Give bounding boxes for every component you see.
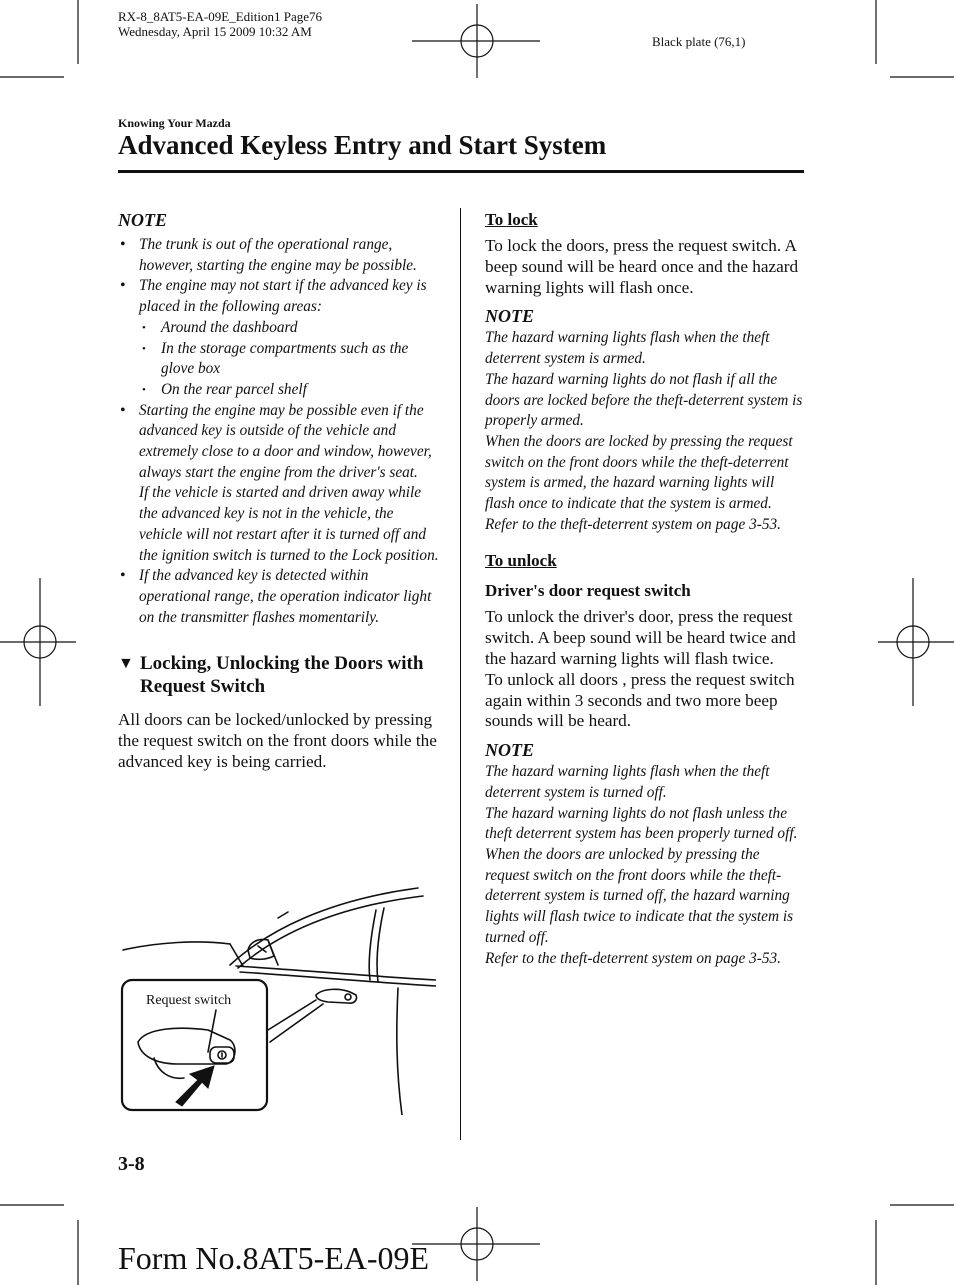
to-lock-note-heading: NOTE bbox=[485, 306, 534, 327]
note-list bbox=[118, 235, 440, 628]
subsection-body: All doors can be locked/unlocked by pressing the request switch on the front doors while the advanced key is being carried. bbox=[118, 710, 437, 771]
figure-callout-label: Request switch bbox=[146, 993, 232, 1008]
column-divider bbox=[460, 208, 461, 1140]
section-label: Knowing Your Mazda bbox=[118, 116, 231, 130]
right-column bbox=[485, 210, 803, 969]
title-rule bbox=[118, 170, 804, 173]
note-item-text: If the advanced key is detected within operational range, the operation indicator light on the transmitter flashes momentarily. bbox=[139, 567, 432, 626]
drivers-door-subheading: Driver's door request switch bbox=[485, 581, 691, 601]
note-item-text: The engine may not start if the advanced key is placed in the following areas: bbox=[139, 277, 427, 316]
plate-label: Black plate (76,1) bbox=[652, 34, 746, 49]
form-number: Form No.8AT5-EA-09E bbox=[118, 1240, 430, 1276]
to-unlock-note-line: When the doors are unlocked by pressing the request switch on the front doors while the theft-deterrent system is turned off, the hazard warning lights will flash twice to indicate that the system is turned off. bbox=[485, 846, 794, 946]
to-lock-note-line: The hazard warning lights flash when the theft deterrent system is armed. bbox=[485, 329, 770, 368]
to-unlock-note-line: The hazard warning lights flash when the theft deterrent system is turned off. bbox=[485, 763, 770, 801]
subsection-title bbox=[118, 652, 440, 698]
left-column bbox=[118, 210, 440, 773]
triangle-down-icon: ▼ bbox=[118, 655, 134, 673]
page-number: 3-8 bbox=[118, 1153, 145, 1175]
to-unlock-note-line: Refer to the theft-deterrent system on page 3-53. bbox=[485, 949, 781, 967]
note-subitem: • In the storage compartments such as the glove box bbox=[139, 339, 440, 380]
note-item-text: The trunk is out of the operational range, however, starting the engine may be possible. bbox=[139, 236, 417, 274]
note-item-text: Starting the engine may be possible even if the advanced key is outside of the vehicle and extremely close to a door and window, however, always start the engine from the driver's seat. bbox=[139, 401, 432, 481]
to-lock-note-line: When the doors are locked by pressing the request switch on the front doors while the theft-deterrent system is armed, the hazard warning lights will flash once to indicate that the system is armed. bbox=[485, 432, 793, 513]
note-heading: NOTE bbox=[118, 210, 167, 230]
note-item bbox=[118, 235, 440, 276]
to-unlock-body-all: To unlock all doors , press the request switch again within 3 seconds and two more beep sounds will be heard. bbox=[485, 669, 795, 731]
note-item bbox=[118, 401, 440, 567]
to-lock-heading: To lock bbox=[485, 210, 538, 229]
note-item bbox=[118, 276, 440, 400]
to-unlock-heading: To unlock bbox=[485, 551, 557, 571]
note-item bbox=[118, 566, 440, 628]
subsection-title-text: Locking, Unlocking the Doors with Request Switch bbox=[140, 653, 424, 698]
to-lock-body: To lock the doors, press the request switch. A beep sound will be heard once and the hazard warning lights will flash once. bbox=[485, 236, 799, 297]
print-header-file: RX-8_8AT5-EA-09E_Edition1 Page76 bbox=[118, 9, 323, 24]
page-title: Advanced Keyless Entry and Start System bbox=[118, 130, 607, 160]
door-request-switch-illustration bbox=[118, 880, 436, 1115]
print-header-date: Wednesday, April 15 2009 10:32 AM bbox=[118, 24, 312, 39]
to-unlock-note-heading: NOTE bbox=[485, 740, 534, 761]
to-unlock-note-line: The hazard warning lights do not flash unless the theft deterrent system has been properly turned off. bbox=[485, 804, 798, 843]
to-lock-note-line: The hazard warning lights do not flash if all the doors are locked before the theft-deterrent system is properly armed. bbox=[485, 370, 803, 430]
to-lock-note-line: Refer to the theft-deterrent system on page 3-53. bbox=[485, 515, 781, 533]
to-unlock-body: To unlock the driver's door, press the request switch. A beep sound will be heard twice and the hazard warning lights will flash twice. bbox=[485, 607, 796, 669]
note-item-continuation: If the vehicle is started and driven away while the advanced key is not in the vehicle, the vehicle will not restart after it is turned off and the ignition switch is turned to the Lock position. bbox=[139, 484, 439, 564]
note-subitem: • Around the dashboard bbox=[139, 318, 440, 339]
note-sublist bbox=[139, 318, 440, 401]
print-header bbox=[118, 9, 322, 39]
note-subitem: • On the rear parcel shelf bbox=[139, 380, 440, 401]
